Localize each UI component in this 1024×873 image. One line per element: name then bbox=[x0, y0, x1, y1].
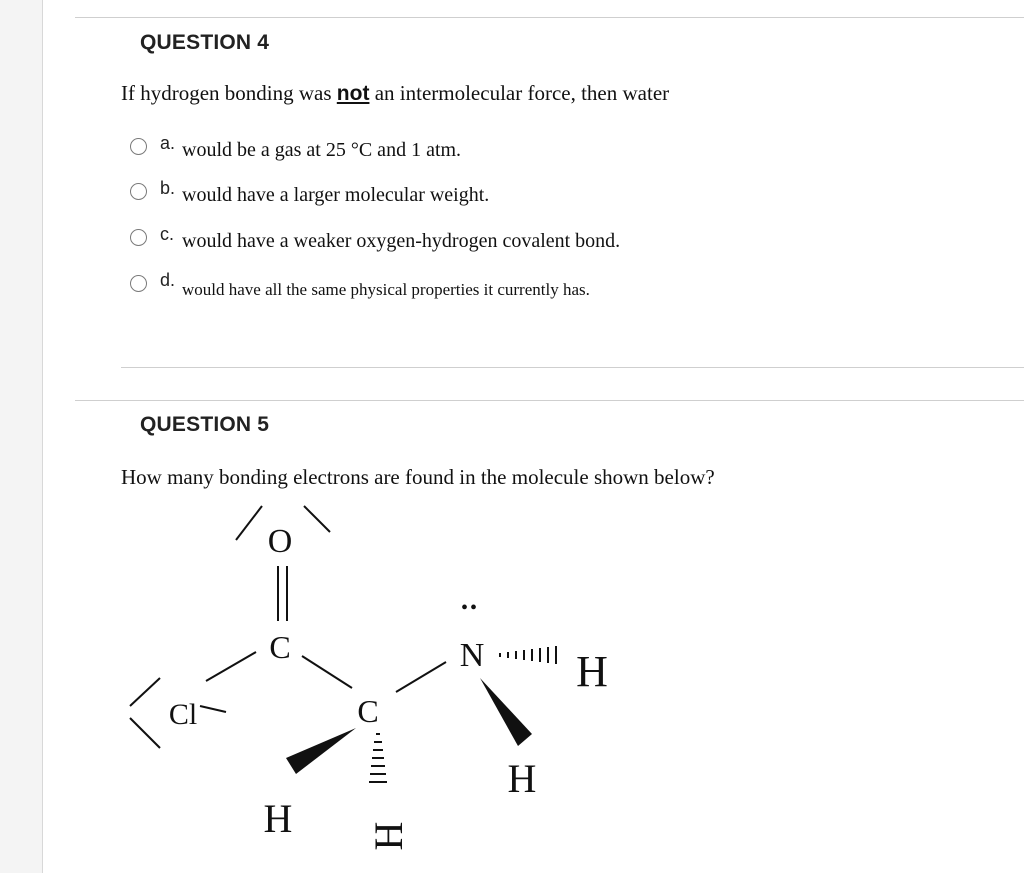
question-4-heading: QUESTION 4 bbox=[140, 31, 270, 54]
c-n-bond bbox=[396, 662, 446, 692]
question-4-prompt-start: If hydrogen bonding was bbox=[121, 81, 332, 105]
oxygen-lone-pair-right bbox=[304, 506, 330, 532]
question-5-prompt: How many bonding electrons are found in the molecule shown below? bbox=[121, 465, 715, 489]
chlorine-lone-pair-lower-left bbox=[130, 718, 160, 748]
option-d-radio[interactable] bbox=[130, 275, 147, 292]
chlorine-lone-pair-upper-left bbox=[130, 678, 160, 706]
question-5-heading: QUESTION 5 bbox=[140, 413, 270, 436]
option-c-letter: c. bbox=[160, 224, 175, 244]
oxygen-atom: O bbox=[267, 523, 293, 560]
question-4-prompt bbox=[121, 81, 669, 106]
hash-bond-down bbox=[369, 734, 387, 782]
question-4-bottom-divider bbox=[121, 367, 1024, 368]
top-divider bbox=[75, 17, 1024, 18]
nitrogen-lone-pair: •• bbox=[460, 597, 480, 619]
alpha-carbon-atom: C bbox=[357, 693, 379, 729]
hydrogen-atom-wedge-left: H bbox=[263, 796, 293, 841]
option-a-letter: a. bbox=[160, 133, 176, 153]
c-cl-bond bbox=[206, 652, 256, 681]
option-c-text[interactable]: would have a weaker oxygen-hydrogen covalent bond. bbox=[182, 230, 621, 252]
chlorine-atom: Cl bbox=[168, 698, 198, 731]
wedge-bond-left-h bbox=[286, 728, 356, 774]
carbonyl-carbon-atom: C bbox=[269, 629, 291, 665]
question-5-top-divider bbox=[75, 400, 1024, 401]
option-d-text[interactable]: would have all the same physical properties it currently has. bbox=[182, 280, 590, 299]
left-sidebar bbox=[0, 0, 43, 873]
molecule-structure bbox=[120, 496, 640, 873]
hydrogen-atom-hash-right: H bbox=[576, 647, 608, 696]
option-b-text[interactable]: would have a larger molecular weight. bbox=[182, 184, 490, 206]
option-c-radio[interactable] bbox=[130, 229, 147, 246]
option-b-radio[interactable] bbox=[130, 183, 147, 200]
nitrogen-atom: N bbox=[459, 637, 485, 674]
hash-bond-n-right bbox=[500, 646, 556, 664]
hydrogen-atom-hash-down: H bbox=[366, 821, 411, 851]
chlorine-lone-pair-right bbox=[200, 706, 226, 712]
question-4-prompt-emphasis: not bbox=[336, 82, 370, 105]
wedge-bond-n-down bbox=[480, 678, 532, 746]
option-b-letter: b. bbox=[160, 178, 176, 198]
option-a-radio[interactable] bbox=[130, 138, 147, 155]
option-a-text[interactable]: would be a gas at 25 °C and 1 atm. bbox=[182, 139, 462, 161]
c-c-bond bbox=[302, 656, 352, 688]
oxygen-lone-pair-left bbox=[236, 506, 262, 540]
hydrogen-atom-wedge-n: H bbox=[507, 756, 537, 801]
option-d-letter: d. bbox=[160, 270, 176, 290]
question-4-prompt-end: an intermolecular force, then water bbox=[374, 81, 670, 105]
